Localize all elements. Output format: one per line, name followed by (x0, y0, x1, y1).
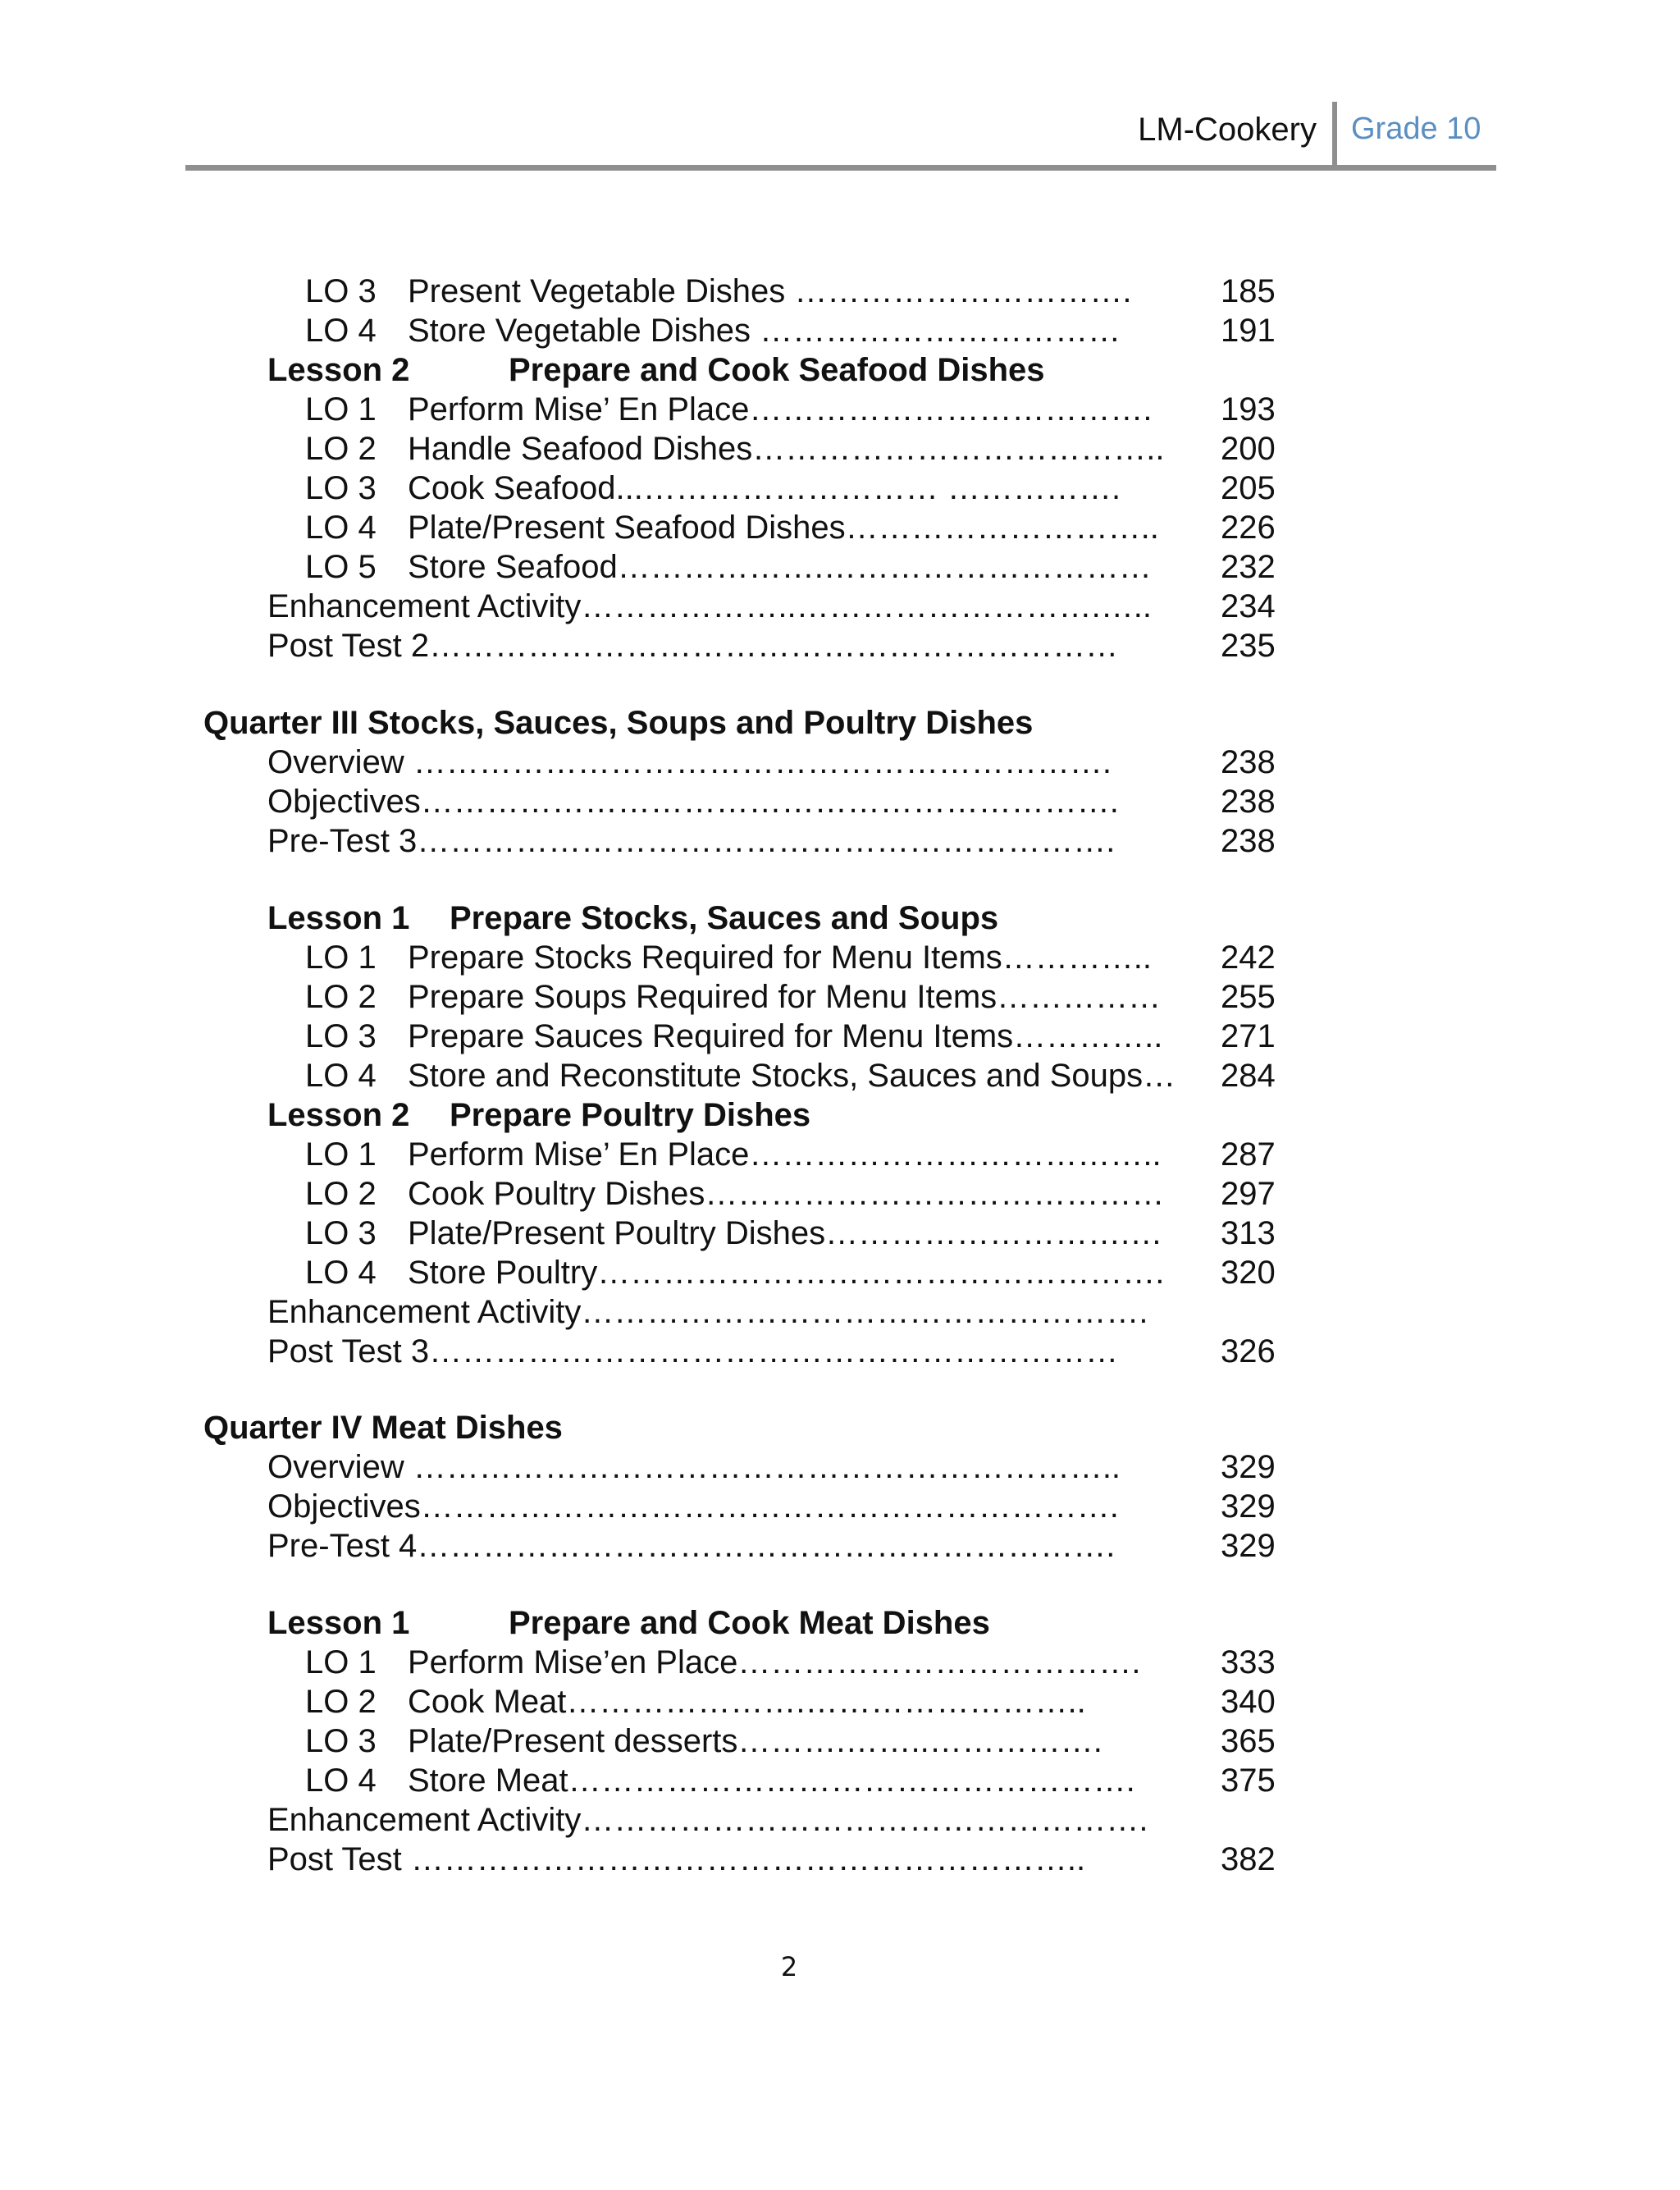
lo-title: Plate/Present Seafood Dishes……………………….. (408, 510, 1159, 546)
page-ref: 238 (1221, 823, 1276, 859)
page-ref: 326 (1221, 1333, 1276, 1369)
lo-code: LO 1 (305, 940, 377, 976)
toc-lo-row (0, 1722, 1395, 1760)
lo-code: LO 4 (305, 510, 377, 546)
toc-lesson-row (0, 899, 1395, 937)
lesson-number: Lesson 2 (267, 1097, 410, 1133)
lo-code: LO 2 (305, 1176, 377, 1212)
lo-title: Perform Mise’ En Place……………………………….. (408, 1136, 1162, 1173)
page-ref: 382 (1221, 1841, 1276, 1877)
toc-lo-row (0, 1214, 1395, 1252)
lesson-title: Prepare Stocks, Sauces and Soups (450, 900, 999, 936)
toc-lo-row (0, 312, 1395, 350)
item-title: Enhancement Activity……………………………………………. (267, 1294, 1148, 1330)
toc-lo-row (0, 272, 1395, 310)
page-ref: 287 (1221, 1136, 1276, 1173)
toc-lo-row (0, 1057, 1395, 1095)
lo-code: LO 2 (305, 431, 377, 467)
page-ref: 185 (1221, 273, 1276, 309)
lo-code: LO 1 (305, 391, 377, 427)
toc-lo-row (0, 1683, 1395, 1721)
lo-code: LO 3 (305, 470, 377, 506)
lo-title: Cook Poultry Dishes…………………………………… (408, 1176, 1165, 1212)
page-ref: 313 (1221, 1215, 1276, 1251)
lo-title: Store Seafood……………….………………………… (408, 549, 1152, 585)
lo-title: Handle Seafood Dishes……………………………….. (408, 431, 1165, 467)
header-grade: Grade 10 (1351, 112, 1481, 146)
lesson-number: Lesson 1 (267, 900, 410, 936)
toc-lo-row (0, 469, 1395, 507)
page-ref: 333 (1221, 1644, 1276, 1680)
page-ref: 340 (1221, 1684, 1276, 1720)
page-ref: 205 (1221, 470, 1276, 506)
page-ref: 329 (1221, 1528, 1276, 1564)
quarter-heading: Quarter III Stocks, Sauces, Soups and Poultry Dishes (203, 705, 1034, 741)
toc-item-row (0, 1333, 1395, 1370)
toc-item-row (0, 1488, 1395, 1525)
lesson-title: Prepare Poultry Dishes (450, 1097, 811, 1133)
lo-code: LO 3 (305, 1215, 377, 1251)
toc-item-row (0, 1840, 1395, 1878)
lo-code: LO 4 (305, 1763, 377, 1799)
lo-code: LO 1 (305, 1136, 377, 1173)
toc-lesson-row (0, 351, 1395, 389)
toc-lo-row (0, 1644, 1395, 1681)
toc-lo-row (0, 391, 1395, 428)
toc-item-row (0, 743, 1395, 781)
toc-lo-row (0, 1254, 1395, 1292)
lesson-number: Lesson 2 (267, 352, 410, 388)
toc-item-row (0, 1527, 1395, 1565)
lo-code: LO 4 (305, 1255, 377, 1291)
lo-title: Cook Seafood...……………………… ……………. (408, 470, 1121, 506)
lo-title: Plate/Present desserts……….……..……………. (408, 1723, 1102, 1759)
page-ref: 297 (1221, 1176, 1276, 1212)
toc-item-row (0, 1293, 1395, 1331)
page-ref: 329 (1221, 1449, 1276, 1485)
lo-title: Store Poultry……………………………………………. (408, 1255, 1165, 1291)
page-ref: 255 (1221, 979, 1276, 1015)
item-title: Enhancement Activity………………..……………………….….. (267, 588, 1152, 624)
page-ref: 320 (1221, 1255, 1276, 1291)
page-ref: 234 (1221, 588, 1276, 624)
item-title: Pre-Test 3………………………………………………………. (267, 823, 1116, 859)
toc-lo-row (0, 1017, 1395, 1055)
lo-title: Prepare Sauces Required for Menu Items………….. (408, 1018, 1163, 1054)
lesson-title: Prepare and Cook Meat Dishes (509, 1605, 990, 1641)
toc-lo-row (0, 1175, 1395, 1213)
item-title: Post Test 2……………………………………………………… (267, 628, 1119, 664)
toc-lo-row (0, 978, 1395, 1016)
toc-item-row (0, 1448, 1395, 1486)
toc-lo-row (0, 548, 1395, 586)
lo-title: Present Vegetable Dishes …………………………. (408, 273, 1132, 309)
toc-item-row (0, 627, 1395, 665)
lo-title: Plate/Present Poultry Dishes……………………….… (408, 1215, 1163, 1251)
item-title: Overview ……………………………………………………….. (267, 1449, 1121, 1485)
lesson-title: Prepare and Cook Seafood Dishes (509, 352, 1045, 388)
item-title: Overview ………………………………………………………. (267, 744, 1112, 780)
lo-code: LO 2 (305, 1684, 377, 1720)
page-ref: 191 (1221, 313, 1276, 349)
item-title: Post Test …………………………………………………….. (267, 1841, 1086, 1877)
page-ref: 226 (1221, 510, 1276, 546)
toc-item-row (0, 1801, 1395, 1839)
page-ref: 271 (1221, 1018, 1276, 1054)
page-ref: 365 (1221, 1723, 1276, 1759)
header-title: LM-Cookery (1138, 112, 1317, 148)
lo-code: LO 3 (305, 1018, 377, 1054)
lo-title: Store Vegetable Dishes …………………………… (408, 313, 1121, 349)
lo-title: Cook Meat………………….…………………….. (408, 1684, 1086, 1720)
page-number: 2 (780, 1951, 798, 1982)
toc-lesson-row (0, 1096, 1395, 1134)
toc-lesson-row (0, 1604, 1395, 1642)
page-ref: 238 (1221, 784, 1276, 820)
lo-title: Store and Reconstitute Stocks, Sauces and Soups… (408, 1058, 1176, 1094)
lo-code: LO 3 (305, 273, 377, 309)
lo-title: Perform Mise’ En Place………………………………. (408, 391, 1153, 427)
item-title: Objectives………………………………………………………. (267, 784, 1119, 820)
lo-code: LO 2 (305, 979, 377, 1015)
toc-item-row (0, 588, 1395, 625)
page-ref: 200 (1221, 431, 1276, 467)
item-title: Objectives………………………………………………………. (267, 1488, 1119, 1525)
page-ref: 329 (1221, 1488, 1276, 1525)
toc-item-row (0, 822, 1395, 860)
lo-code: LO 5 (305, 549, 377, 585)
lo-code: LO 1 (305, 1644, 377, 1680)
toc-lo-row (0, 509, 1395, 546)
lo-code: LO 4 (305, 313, 377, 349)
quarter-heading: Quarter IV Meat Dishes (203, 1410, 563, 1446)
toc-lo-row (0, 1762, 1395, 1799)
lo-title: Perform Mise’en Place………………………………. (408, 1644, 1141, 1680)
page-ref: 284 (1221, 1058, 1276, 1094)
toc-lo-row (0, 939, 1395, 976)
page-ref: 375 (1221, 1763, 1276, 1799)
lo-title: Prepare Stocks Required for Menu Items………….. (408, 940, 1152, 976)
toc-item-row (0, 783, 1395, 821)
lo-code: LO 3 (305, 1723, 377, 1759)
page-ref: 235 (1221, 628, 1276, 664)
item-title: Post Test 3……………………………………………………… (267, 1333, 1119, 1369)
lo-title: Store Meat……………………………………………. (408, 1763, 1135, 1799)
lesson-number: Lesson 1 (267, 1605, 410, 1641)
page-ref: 242 (1221, 940, 1276, 976)
toc-lo-row (0, 1136, 1395, 1173)
item-title: Pre-Test 4………………………………………………………. (267, 1528, 1116, 1564)
toc-lo-row (0, 430, 1395, 468)
lo-title: Prepare Soups Required for Menu Items…………… (408, 979, 1162, 1015)
page-ref: 238 (1221, 744, 1276, 780)
item-title: Enhancement Activity……………………………………………. (267, 1802, 1148, 1838)
page-ref: 232 (1221, 549, 1276, 585)
page-ref: 193 (1221, 391, 1276, 427)
lo-code: LO 4 (305, 1058, 377, 1094)
